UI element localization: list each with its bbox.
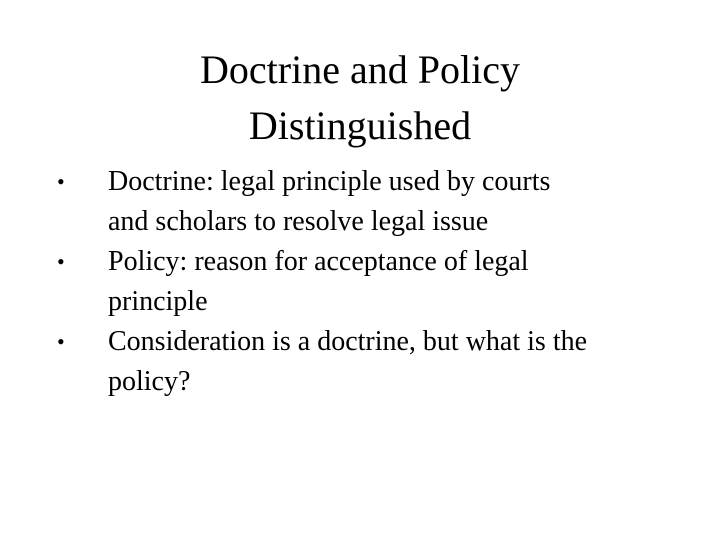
bullet-list	[55, 162, 675, 402]
bullet-item-policy	[55, 242, 675, 322]
bullet-text-consideration: Consideration is a doctrine, but what is the policy?	[108, 326, 588, 397]
bullet-icon: •	[57, 329, 65, 354]
bullet-icon: •	[57, 169, 65, 194]
bullet-icon: •	[57, 249, 65, 274]
bullet-text-policy: Policy: reason for acceptance of legal principle	[108, 246, 529, 317]
title-line-2: Distinguished	[248, 103, 472, 148]
bullet-item-doctrine	[55, 162, 675, 242]
bullet-item-consideration	[55, 322, 675, 402]
slide-title	[0, 42, 720, 154]
title-line-1: Doctrine and Policy	[200, 47, 520, 92]
bullet-text-doctrine: Doctrine: legal principle used by courts and scholars to resolve legal issue	[108, 166, 551, 237]
